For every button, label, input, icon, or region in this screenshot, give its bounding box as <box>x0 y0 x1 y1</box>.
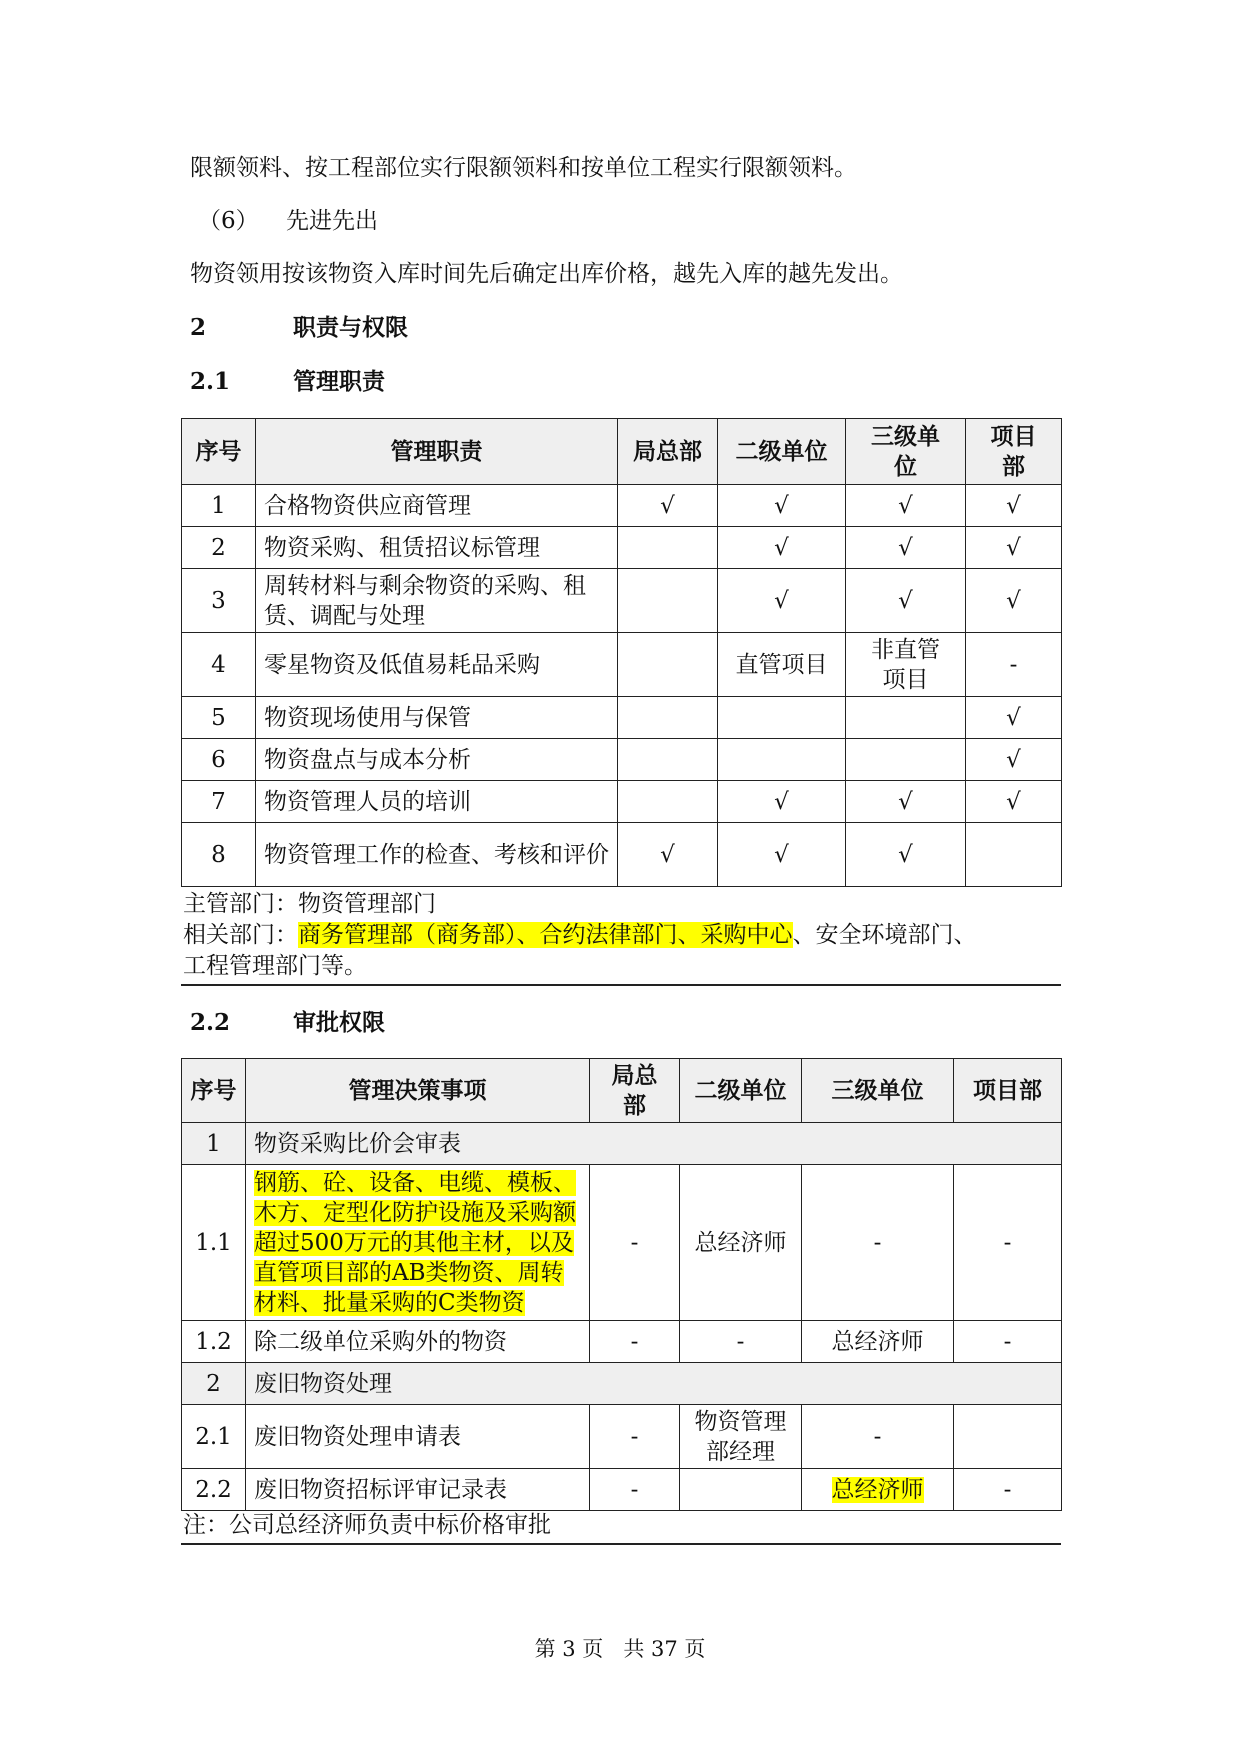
row-item: 废旧物资招标评审记录表 <box>246 1469 590 1511</box>
cell-level2: √ <box>718 781 846 823</box>
header-hq: 局总部 <box>618 419 718 485</box>
cell-hq <box>618 633 718 697</box>
row-item <box>246 1165 590 1321</box>
header-item: 管理决策事项 <box>246 1059 590 1123</box>
page-number: 第 3 页 <box>534 1637 604 1661</box>
row-duty: 物资管理工作的检查、考核和评价 <box>256 823 618 887</box>
table-row <box>182 739 1062 781</box>
section-2-1-title: 管理职责 <box>293 368 385 395</box>
cell-level3-highlight: 总经济师 <box>831 1476 924 1503</box>
cell-project: - <box>954 1321 1062 1363</box>
cell-hq <box>618 569 718 633</box>
cell-level3: √ <box>846 485 966 527</box>
table-row <box>182 485 1062 527</box>
cell-hq: - <box>590 1469 680 1511</box>
row-no: 7 <box>182 781 256 823</box>
table-row <box>182 1363 1062 1405</box>
section-2-heading <box>190 312 408 344</box>
item-6-title: 先进先出 <box>286 208 378 234</box>
cell-level3: - <box>802 1165 954 1321</box>
table-row <box>182 823 1062 887</box>
header-duty: 管理职责 <box>256 419 618 485</box>
duties-table-header <box>182 419 1062 485</box>
row-no: 1.1 <box>182 1165 246 1321</box>
cell-level2: - <box>680 1321 802 1363</box>
row-item: 废旧物资处理 <box>246 1363 1062 1405</box>
approval-table-note <box>181 1510 1061 1545</box>
header-project: 项目部 <box>954 1059 1062 1123</box>
table-row <box>182 569 1062 633</box>
cell-project: - <box>954 1165 1062 1321</box>
note-related-prefix: 相关部门： <box>183 922 298 948</box>
row-duty: 物资采购、租赁招议标管理 <box>256 527 618 569</box>
section-2-2-title: 审批权限 <box>293 1009 385 1036</box>
intro-line-1: 限额领料、按工程部位实行限额领料和按单位工程实行限额领料。 <box>190 155 857 181</box>
cell-project: √ <box>966 697 1062 739</box>
section-2-2-heading <box>190 1007 385 1039</box>
table-row <box>182 1123 1062 1165</box>
cell-hq: √ <box>618 823 718 887</box>
duties-table <box>181 418 1062 887</box>
row-no: 2 <box>182 1363 246 1405</box>
cell-level3: 非直管项目 <box>846 633 966 697</box>
cell-level2: √ <box>718 527 846 569</box>
note-main-dept: 主管部门：物资管理部门 <box>183 891 436 917</box>
section-2-title: 职责与权限 <box>293 314 408 341</box>
item-6-heading <box>190 205 378 237</box>
row-no: 8 <box>182 823 256 887</box>
cell-hq <box>618 739 718 781</box>
cell-hq: √ <box>618 485 718 527</box>
header-no: 序号 <box>182 1059 246 1123</box>
cell-project: √ <box>966 739 1062 781</box>
approval-note-text: 注：公司总经济师负责中标价格审批 <box>183 1512 551 1538</box>
cell-project: √ <box>966 527 1062 569</box>
cell-level3: √ <box>846 527 966 569</box>
header-project: 项目部 <box>966 419 1062 485</box>
cell-level3: √ <box>846 569 966 633</box>
row-no: 1 <box>182 1123 246 1165</box>
cell-level3 <box>846 697 966 739</box>
section-2-number: 2 <box>190 314 207 341</box>
section-2-1-number: 2.1 <box>190 368 231 395</box>
row-no: 5 <box>182 697 256 739</box>
row-no: 4 <box>182 633 256 697</box>
cell-project: - <box>966 633 1062 697</box>
table-row <box>182 781 1062 823</box>
approval-table-header <box>182 1059 1062 1123</box>
row-duty: 周转材料与剩余物资的采购、租赁、调配与处理 <box>256 569 618 633</box>
cell-level3: √ <box>846 823 966 887</box>
note-related-rest: 、安全环境部门、 <box>792 922 977 948</box>
cell-hq: - <box>590 1405 680 1469</box>
note-related-line2: 工程管理部门等。 <box>183 953 367 979</box>
section-2-2-number: 2.2 <box>190 1009 231 1036</box>
row-duty: 零星物资及低值易耗品采购 <box>256 633 618 697</box>
row-duty: 合格物资供应商管理 <box>256 485 618 527</box>
cell-level3: √ <box>846 781 966 823</box>
note-related-dept <box>183 920 1059 951</box>
cell-project: √ <box>966 569 1062 633</box>
cell-project: √ <box>966 485 1062 527</box>
cell-level2 <box>718 697 846 739</box>
cell-level2: √ <box>718 823 846 887</box>
cell-level2: 物资管理部经理 <box>680 1405 802 1469</box>
cell-hq <box>618 781 718 823</box>
cell-level2: √ <box>718 485 846 527</box>
row-duty: 物资管理人员的培训 <box>256 781 618 823</box>
cell-project <box>954 1405 1062 1469</box>
cell-level3 <box>802 1469 954 1511</box>
cell-level2: √ <box>718 569 846 633</box>
cell-hq: - <box>590 1321 680 1363</box>
cell-project <box>966 823 1062 887</box>
header-no: 序号 <box>182 419 256 485</box>
header-level3: 三级单位 <box>846 419 966 485</box>
cell-hq <box>618 527 718 569</box>
header-hq: 局总部 <box>590 1059 680 1123</box>
page-footer <box>0 1633 1240 1663</box>
row-no: 2.2 <box>182 1469 246 1511</box>
table-row <box>182 1469 1062 1511</box>
cell-level2: 总经济师 <box>680 1165 802 1321</box>
row-no: 1 <box>182 485 256 527</box>
section-2-1-heading <box>190 366 385 398</box>
cell-project: √ <box>966 781 1062 823</box>
row-no: 3 <box>182 569 256 633</box>
cell-level3: 总经济师 <box>802 1321 954 1363</box>
cell-hq: - <box>590 1165 680 1321</box>
header-level2: 二级单位 <box>718 419 846 485</box>
row-item-highlight: 钢筋、砼、设备、电缆、模板、木方、定型化防护设施及采购额超过500万元的其他主材，以及直管项目部的AB类物资、周转材料、批量采购的C类物资 <box>254 1169 576 1316</box>
row-no: 6 <box>182 739 256 781</box>
header-level3: 三级单位 <box>802 1059 954 1123</box>
row-item: 除二级单位采购外的物资 <box>246 1321 590 1363</box>
row-item: 物资采购比价会审表 <box>246 1123 1062 1165</box>
row-no: 1.2 <box>182 1321 246 1363</box>
approval-table <box>181 1058 1062 1511</box>
table-row <box>182 697 1062 739</box>
intro-line-2: 物资领用按该物资入库时间先后确定出库价格，越先入库的越先发出。 <box>190 261 903 287</box>
cell-level3: - <box>802 1405 954 1469</box>
row-duty: 物资盘点与成本分析 <box>256 739 618 781</box>
page-total: 共 37 页 <box>623 1637 706 1661</box>
table-row <box>182 1321 1062 1363</box>
header-level2: 二级单位 <box>680 1059 802 1123</box>
row-duty: 物资现场使用与保管 <box>256 697 618 739</box>
cell-level2 <box>680 1469 802 1511</box>
table-row <box>182 1405 1062 1469</box>
row-item: 废旧物资处理申请表 <box>246 1405 590 1469</box>
table-row <box>182 527 1062 569</box>
cell-project: - <box>954 1469 1062 1511</box>
table-row <box>182 1165 1062 1321</box>
row-no: 2 <box>182 527 256 569</box>
note-related-highlight: 商务管理部（商务部）、合约法律部门、采购中心 <box>298 922 793 948</box>
duties-table-note <box>181 889 1061 986</box>
cell-hq <box>618 697 718 739</box>
cell-level2 <box>718 739 846 781</box>
cell-level2: 直管项目 <box>718 633 846 697</box>
table-row <box>182 633 1062 697</box>
row-no: 2.1 <box>182 1405 246 1469</box>
cell-level3 <box>846 739 966 781</box>
item-6-number: （6） <box>198 208 259 234</box>
